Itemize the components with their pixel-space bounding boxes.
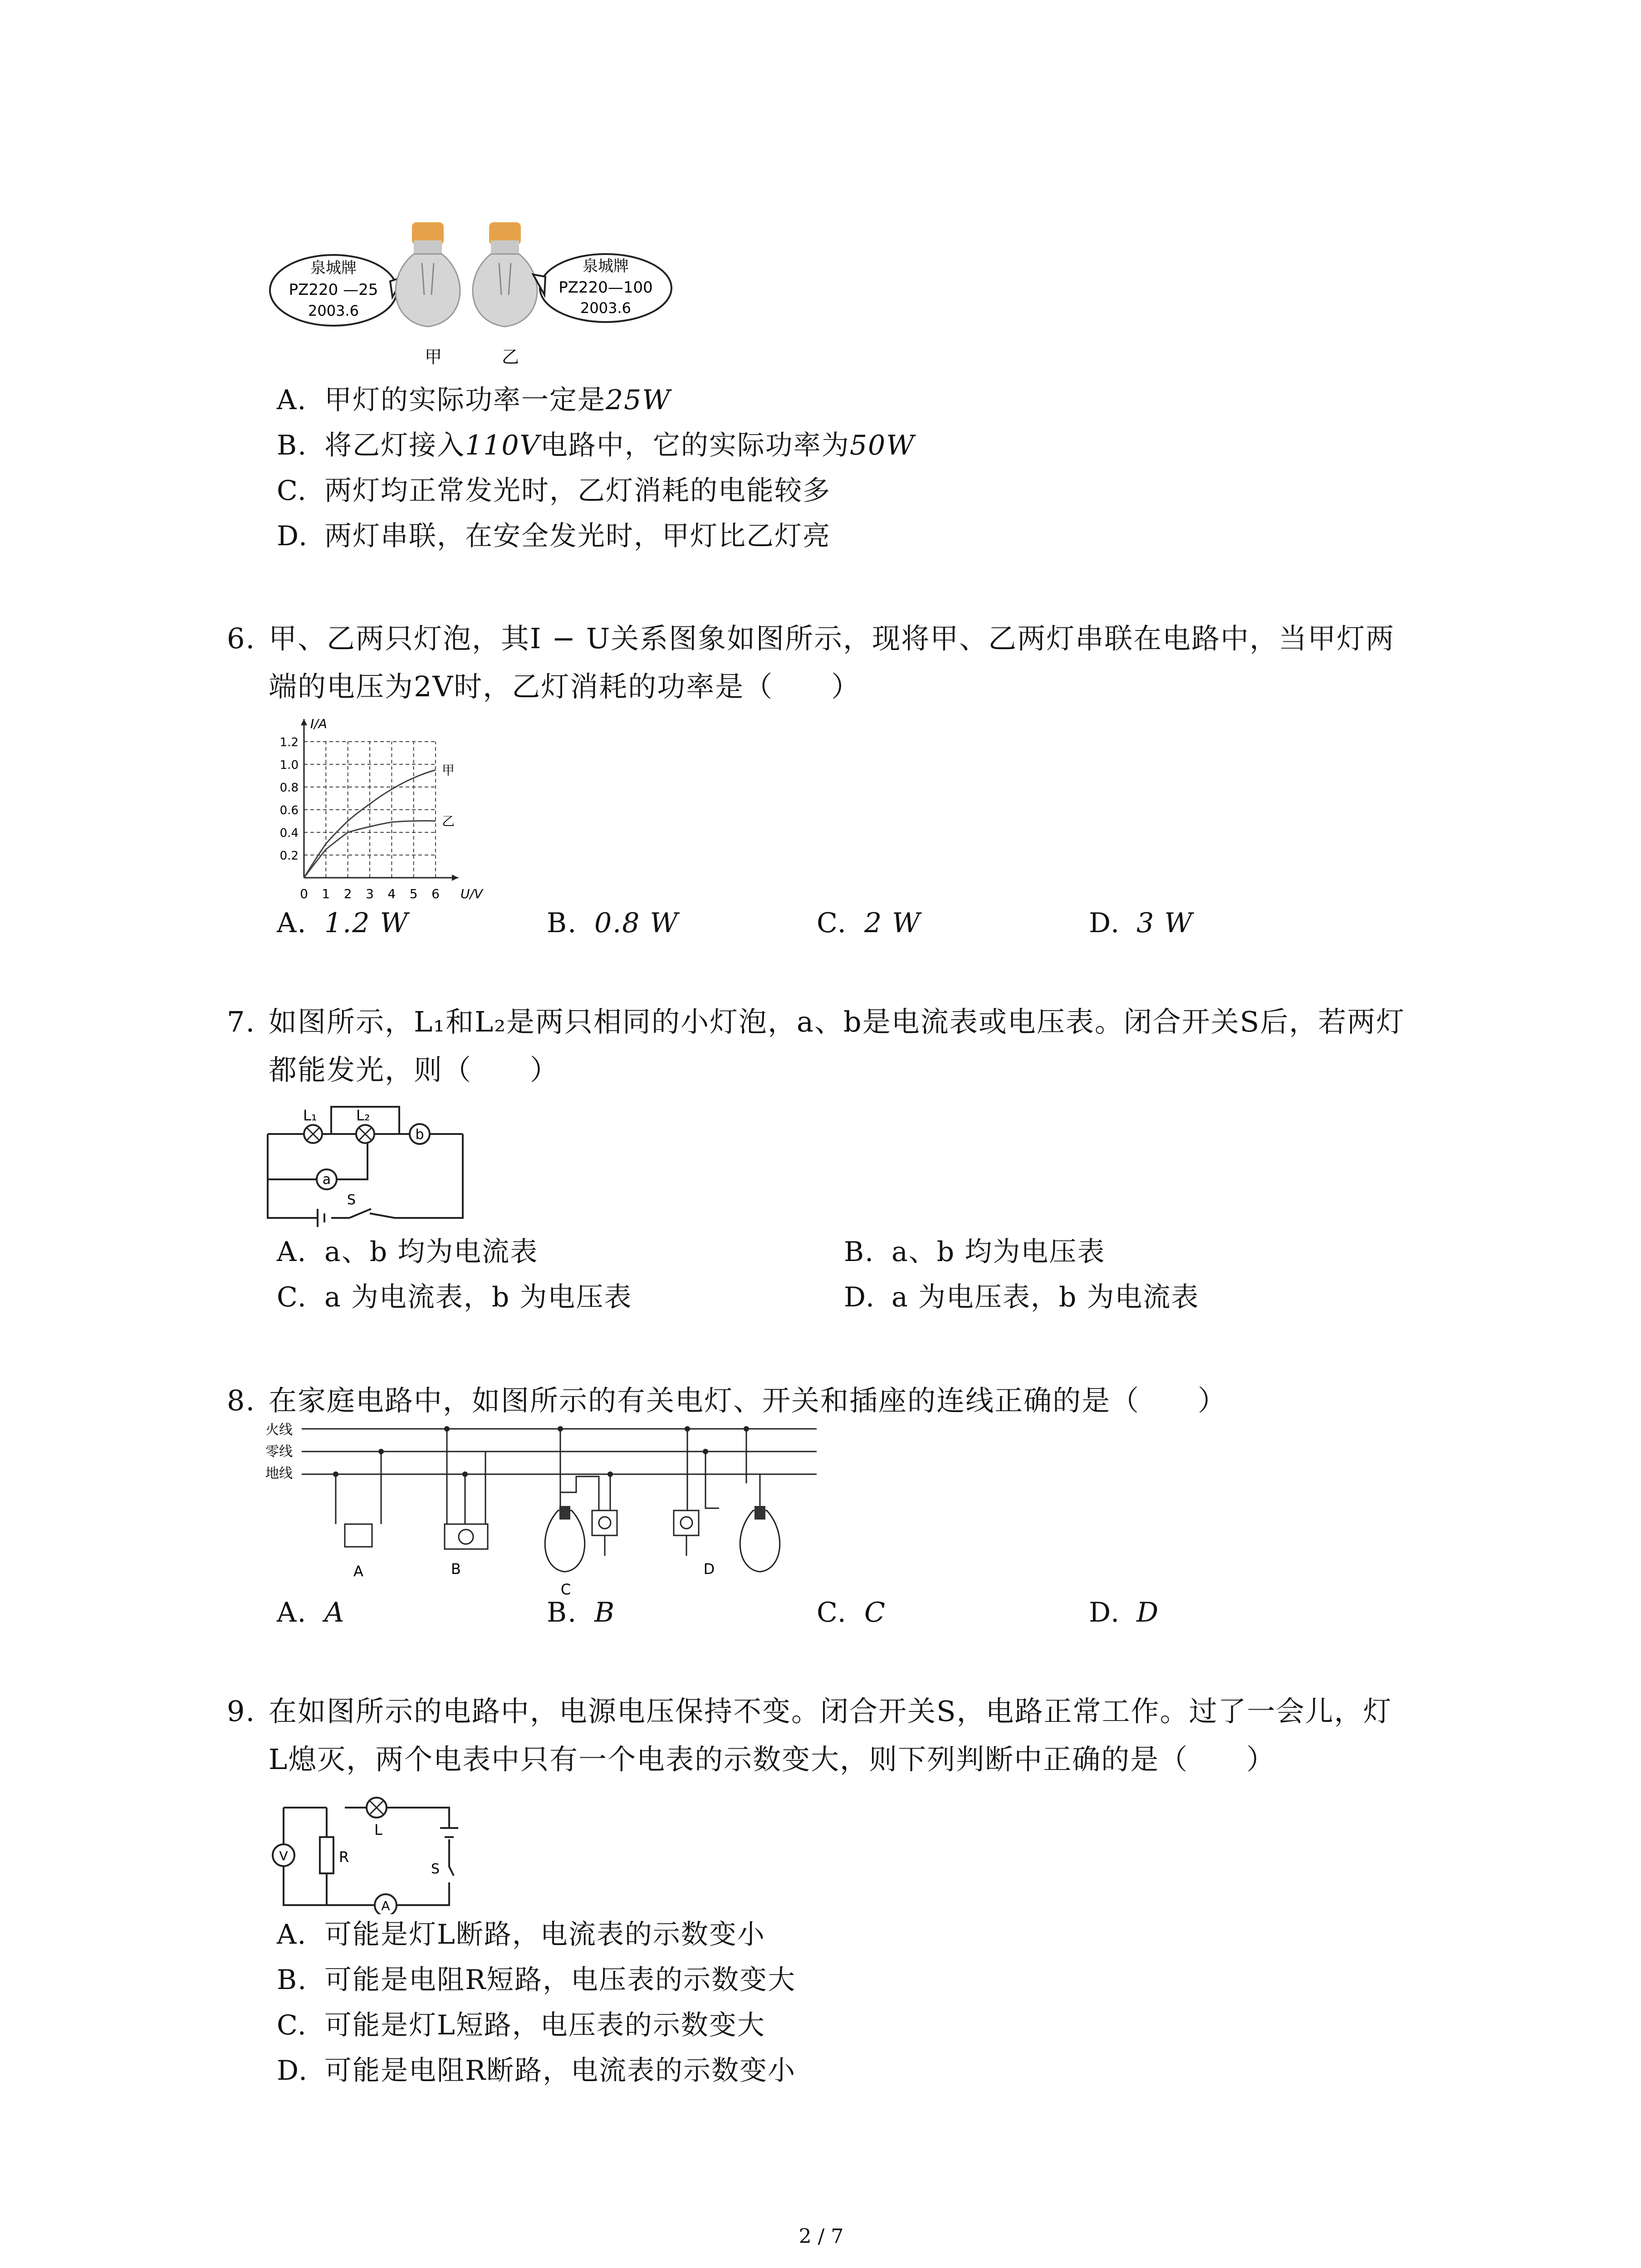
label-l2: L₂ xyxy=(356,1107,370,1124)
q8-household-circuit xyxy=(265,1420,828,1597)
q5-bulbs-figure xyxy=(268,213,676,386)
bulb-c-icon xyxy=(545,1506,584,1572)
q5-option-a[interactable]: A. 甲灯的实际功率一定是25W xyxy=(277,384,671,416)
q8-option-c[interactable]: C. C xyxy=(817,1597,886,1628)
q7-stem: 7. 如图所示，L₁和L₂是两只相同的小灯泡，a、b是电流表或电压表。闭合开关S后，若两灯 都能发光，则（ ） xyxy=(227,1005,1406,1086)
series-label-1: 甲 xyxy=(442,763,455,778)
q5-option-c[interactable]: C. 两灯均正常发光时，乙灯消耗的电能较多 xyxy=(277,475,831,507)
label-r: R xyxy=(339,1848,349,1866)
label-jia: 甲 xyxy=(424,347,442,367)
q6-stem: 6. 甲、乙两只灯泡，其I − U关系图象如图所示，现将甲、乙两灯串联在电路中，当甲灯两 端的电压为2V时，乙灯消耗的功率是（ ） xyxy=(227,622,1395,703)
label-a: a xyxy=(322,1172,331,1188)
left-brand: 泉城牌 xyxy=(310,259,357,277)
y-tick-label: 0.8 xyxy=(279,781,299,795)
label-b: b xyxy=(415,1127,424,1143)
q7-option-c[interactable]: C. a 为电流表，b 为电压表 xyxy=(277,1281,632,1313)
label-l: L xyxy=(374,1821,382,1838)
label-a: A xyxy=(353,1563,363,1580)
q9-option-b[interactable]: B. 可能是电阻R短路，电压表的示数变大 xyxy=(277,1964,796,1996)
y-tick-label: 1.0 xyxy=(279,758,299,772)
x-tick-label: 0 xyxy=(300,886,308,901)
q7-circuit-figure xyxy=(263,1098,481,1229)
right-brand: 泉城牌 xyxy=(583,257,629,275)
q5-option-b[interactable]: B. 将乙灯接入110V电路中，它的实际功率为50W xyxy=(277,430,915,461)
q9-option-c[interactable]: C. 可能是灯L短路，电压表的示数变大 xyxy=(277,2009,765,2041)
x-tick-label: 4 xyxy=(387,886,396,901)
y-axis-label: I/A xyxy=(310,716,327,731)
q7-option-d[interactable]: D. a 为电压表，b 为电流表 xyxy=(844,1281,1200,1313)
right-spec: PZ220—100 xyxy=(558,279,653,297)
label-s: S xyxy=(347,1192,356,1208)
q6-option-c[interactable]: C. 2 W xyxy=(817,907,921,939)
x-tick-label: 5 xyxy=(409,886,418,901)
y-tick-label: 0.4 xyxy=(279,826,299,840)
q8-option-d[interactable]: D. D xyxy=(1089,1597,1160,1628)
label-s: S xyxy=(431,1861,440,1877)
x-tick-label: 1 xyxy=(322,886,330,901)
x-axis-arrow xyxy=(452,875,458,881)
left-date: 2003.6 xyxy=(308,302,359,319)
label-d: D xyxy=(703,1560,715,1578)
label-v: V xyxy=(279,1848,288,1863)
page-number: 2 / 7 xyxy=(798,2225,844,2248)
label-b: B xyxy=(451,1560,461,1578)
q9-option-d[interactable]: D. 可能是电阻R断路，电流表的示数变小 xyxy=(277,2055,796,2087)
label-ground-wire: 地线 xyxy=(265,1466,293,1481)
series-label-2: 乙 xyxy=(442,814,455,829)
q6-option-d[interactable]: D. 3 W xyxy=(1089,907,1193,939)
bulb-d-icon xyxy=(740,1506,779,1572)
y-tick-label: 0.6 xyxy=(279,804,299,817)
label-l1: L₁ xyxy=(303,1107,317,1124)
left-spec: PZ220 —25 xyxy=(289,281,378,299)
right-date: 2003.6 xyxy=(580,299,631,317)
q5-option-d[interactable]: D. 两灯串联，在安全发光时，甲灯比乙灯亮 xyxy=(277,520,831,552)
right-bulb-icon xyxy=(473,222,537,327)
q6-iu-chart xyxy=(259,710,513,905)
q9-stem: 9. 在如图所示的电路中，电源电压保持不变。闭合开关S，电路正常工作。过了一会儿，灯 L熄灭，两个电表中只有一个电表的示数变大，则下列判断中正确的是（ ） xyxy=(227,1695,1392,1776)
q7-option-a[interactable]: A. a、b 均为电流表 xyxy=(277,1236,539,1268)
label-zero-wire: 零线 xyxy=(265,1444,293,1460)
x-tick-label: 2 xyxy=(343,886,352,901)
label-yi: 乙 xyxy=(501,347,519,367)
q8-stem: 8. 在家庭电路中，如图所示的有关电灯、开关和插座的连线正确的是（ ） xyxy=(227,1384,1227,1417)
q9-option-a[interactable]: A. 可能是灯L断路，电流表的示数变小 xyxy=(277,1919,765,1950)
q8-option-a[interactable]: A. A xyxy=(277,1597,345,1628)
q9-circuit-figure xyxy=(261,1787,465,1914)
x-tick-label: 3 xyxy=(366,886,374,901)
x-axis-label: U/V xyxy=(460,886,483,901)
label-a: A xyxy=(381,1898,390,1913)
left-bulb-icon xyxy=(396,222,460,327)
label-c: C xyxy=(560,1581,571,1597)
q6-option-b[interactable]: B. 0.8 W xyxy=(547,907,679,939)
q8-option-b[interactable]: B. B xyxy=(547,1597,616,1628)
y-axis-arrow xyxy=(301,719,307,725)
q6-option-a[interactable]: A. 1.2 W xyxy=(277,907,409,939)
q7-option-b[interactable]: B. a、b 均为电压表 xyxy=(844,1236,1106,1268)
y-tick-label: 1.2 xyxy=(279,736,299,749)
label-fire-wire: 火线 xyxy=(265,1422,293,1438)
x-tick-label: 6 xyxy=(431,886,440,901)
y-tick-label: 0.2 xyxy=(279,849,299,863)
